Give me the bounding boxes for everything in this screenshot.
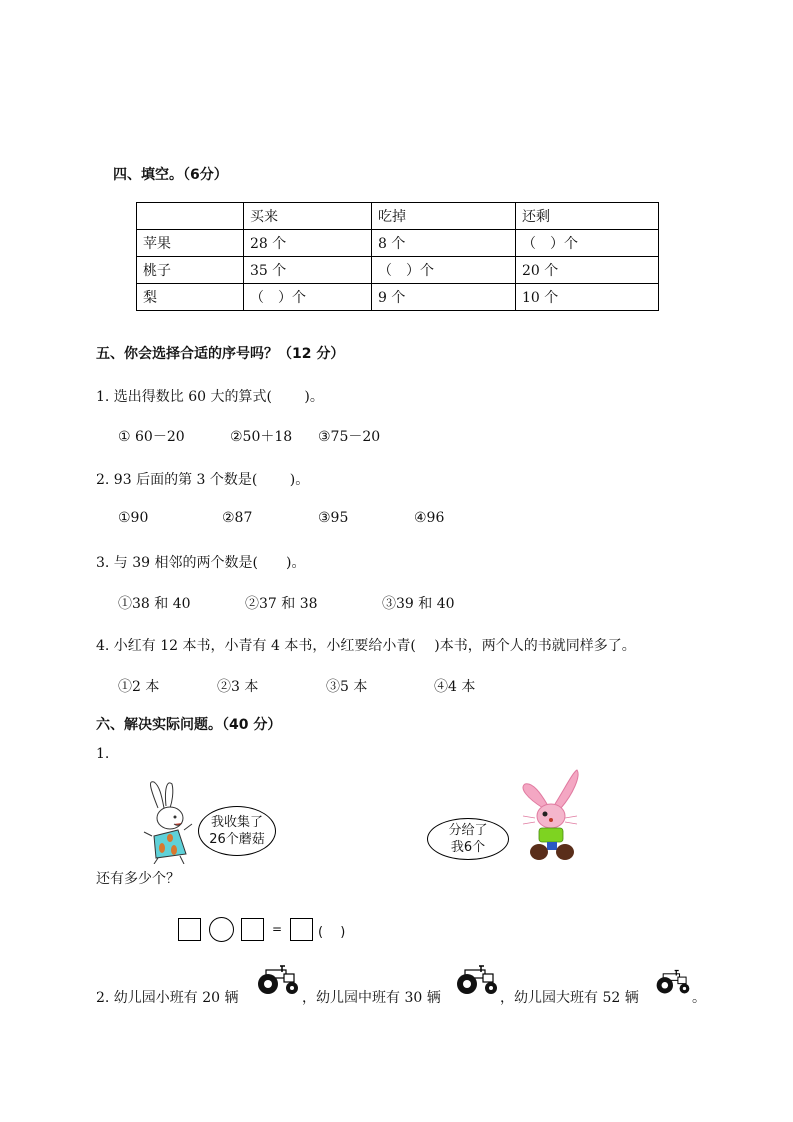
question-4: 4. 小红有 12 本书，小青有 4 本书，小红要给小青( )本书，两个人的书就同样多了。 (96, 638, 636, 654)
option-3-2[interactable]: ②37 和 38 (245, 596, 318, 612)
table-header-cell: 吃掉 (372, 203, 516, 230)
answer-box-result[interactable] (290, 918, 313, 941)
option-1-2[interactable]: ②50＋18 (230, 429, 293, 445)
tractor-icon (655, 968, 691, 1000)
table-cell: 8 个 (372, 230, 516, 257)
table-row (137, 257, 659, 284)
question-2: 2. 93 后面的第 3 个数是( )。 (96, 472, 310, 488)
option-3-1[interactable]: ①38 和 40 (118, 596, 191, 612)
answer-box-2[interactable] (241, 918, 264, 941)
option-2-3[interactable]: ③95 (318, 510, 349, 526)
table-cell: 28 个 (244, 230, 372, 257)
table-row (137, 230, 659, 257)
problem-2-part1: 2. 幼儿园小班有 20 辆 (96, 990, 239, 1006)
question-3: 3. 与 39 相邻的两个数是( )。 (96, 555, 306, 571)
option-2-2[interactable]: ②87 (222, 510, 253, 526)
pink-rabbit-image (515, 768, 587, 864)
problem-2-end: 。 (692, 990, 706, 1006)
table-row (137, 284, 659, 311)
section4-title: 四、填空。（6分） (113, 167, 228, 183)
question-1: 1. 选出得数比 60 大的算式( )。 (96, 389, 324, 405)
table-cell: 10 个 (516, 284, 659, 311)
speech-bubble-left (198, 806, 276, 856)
option-2-1[interactable]: ①90 (118, 510, 149, 526)
option-4-1[interactable]: ①2 本 (118, 679, 160, 695)
table-cell: 9 个 (372, 284, 516, 311)
bubble-left-line1: 我收集了 (210, 815, 263, 830)
table-cell: 20 个 (516, 257, 659, 284)
table-cell-blank[interactable]: （ ）个 (244, 284, 372, 311)
option-4-2[interactable]: ②3 本 (217, 679, 259, 695)
table-header-cell: 还剩 (516, 203, 659, 230)
tractor-icon (256, 964, 300, 1000)
table-cell: 桃子 (137, 257, 244, 284)
bubble-right-line2: 我6个 (450, 840, 486, 855)
tractor-icon (455, 964, 499, 1000)
fill-in-table (136, 202, 659, 311)
option-3-3[interactable]: ③39 和 40 (382, 596, 455, 612)
table-cell: 35 个 (244, 257, 372, 284)
option-1-3[interactable]: ③75－20 (318, 429, 381, 445)
table-header-row (137, 203, 659, 230)
table-header-cell (137, 203, 244, 230)
problem-2-part3: ，幼儿园大班有 52 辆 (500, 990, 639, 1006)
white-rabbit-image (140, 778, 200, 864)
option-4-3[interactable]: ③5 本 (326, 679, 368, 695)
bubble-right-line1: 分给了 (448, 823, 488, 838)
table-cell-blank[interactable]: （ ）个 (516, 230, 659, 257)
table-cell-blank[interactable]: （ ）个 (372, 257, 516, 284)
problem-2-part2: ，幼儿园中班有 30 辆 (302, 990, 441, 1006)
option-4-4[interactable]: ④4 本 (434, 679, 476, 695)
option-2-4[interactable]: ④96 (414, 510, 445, 526)
section6-title: 六、解决实际问题。（40 分） (96, 717, 282, 733)
table-header-cell: 买来 (244, 203, 372, 230)
operator-circle[interactable] (209, 917, 234, 942)
table-cell: 梨 (137, 284, 244, 311)
problem-1-number: 1. (96, 746, 110, 762)
speech-bubble-right (427, 818, 509, 860)
section5-title: 五、你会选择合适的序号吗？（12 分） (96, 346, 345, 362)
unit-blank[interactable]: ( ) (318, 925, 346, 940)
equals-sign: = (272, 922, 283, 936)
table-cell: 苹果 (137, 230, 244, 257)
answer-box-1[interactable] (178, 918, 201, 941)
bubble-left-line2: 26个蘑菇 (209, 832, 265, 847)
problem-1-question: 还有多少个？ (96, 871, 180, 887)
option-1-1[interactable]: ① 60－20 (118, 429, 185, 445)
